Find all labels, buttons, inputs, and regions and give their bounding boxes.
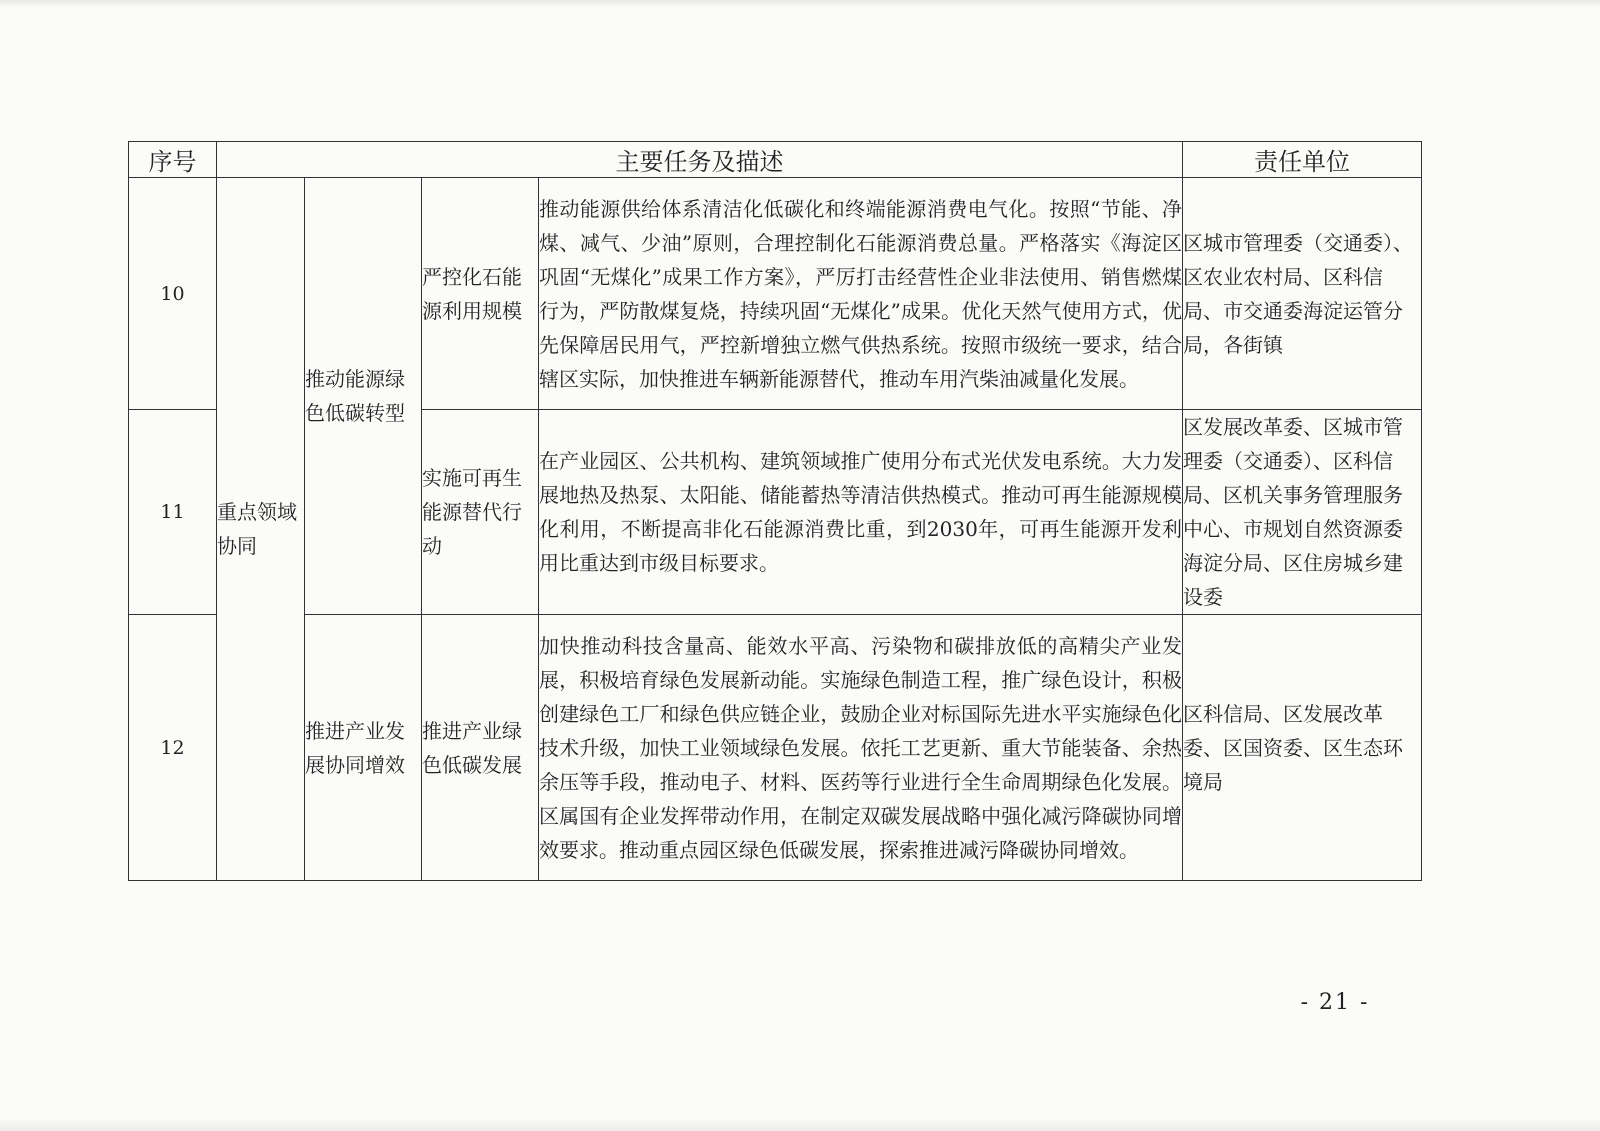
group-cell: 推进产业发展协同增效 — [305, 615, 422, 881]
unit-cell: 区发展改革委、区城市管理委（交通委）、区科信局、区机关事务管理服务中心、市规划自然资源委海淀分局、区住房城乡建设委 — [1183, 410, 1422, 615]
table-row — [129, 178, 1422, 410]
header-seq: 序号 — [129, 142, 217, 178]
row-seq: 12 — [129, 615, 217, 881]
header-task: 主要任务及描述 — [217, 142, 1183, 178]
task-cell: 严控化石能源利用规模 — [422, 178, 539, 410]
row-seq: 10 — [129, 178, 217, 410]
task-cell: 推进产业绿色低碳发展 — [422, 615, 539, 881]
description-cell: 在产业园区、公共机构、建筑领域推广使用分布式光伏发电系统。大力发展地热及热泵、太阳能、储能蓄热等清洁供热模式。推动可再生能源规模化利用，不断提高非化石能源消费比重，到2030年，可再生能源开发利用比重达到市级目标要求。 — [539, 410, 1183, 615]
description-cell: 推动能源供给体系清洁化低碳化和终端能源消费电气化。按照“节能、净煤、减气、少油”原则，合理控制化石能源消费总量。严格落实《海淀区巩固“无煤化”成果工作方案》，严厉打击经营性企业非法使用、销售燃煤行为，严防散煤复烧，持续巩固“无煤化”成果。优化天然气使用方式，优先保障居民用气，严控新增独立燃气供热系统。按照市级统一要求，结合辖区实际，加快推进车辆新能源替代，推动车用汽柴油减量化发展。 — [539, 178, 1183, 410]
header-unit: 责任单位 — [1183, 142, 1422, 178]
scan-edge-top — [0, 0, 1600, 8]
task-table — [128, 141, 1422, 881]
table-header-row — [129, 142, 1422, 178]
unit-cell: 区城市管理委（交通委）、区农业农村局、区科信局、市交通委海淀运管分局，各街镇 — [1183, 178, 1422, 410]
task-cell: 实施可再生能源替代行动 — [422, 410, 539, 615]
table-row — [129, 615, 1422, 881]
group-cell: 推动能源绿色低碳转型 — [305, 178, 422, 615]
unit-cell: 区科信局、区发展改革委、区国资委、区生态环境局 — [1183, 615, 1422, 881]
row-seq: 11 — [129, 410, 217, 615]
domain-cell: 重点领域协同 — [217, 178, 305, 881]
page-number: - 21 - — [1300, 990, 1370, 1015]
scan-edge-bottom — [0, 1118, 1600, 1131]
description-cell: 加快推动科技含量高、能效水平高、污染物和碳排放低的高精尖产业发展，积极培育绿色发展新动能。实施绿色制造工程，推广绿色设计，积极创建绿色工厂和绿色供应链企业，鼓励企业对标国际先进水平实施绿色化技术升级，加快工业领域绿色发展。依托工艺更新、重大节能装备、余热余压等手段，推动电子、材料、医药等行业进行全生命周期绿色化发展。区属国有企业发挥带动作用，在制定双碳发展战略中强化减污降碳协同增效要求。推动重点园区绿色低碳发展，探索推进减污降碳协同增效。 — [539, 615, 1183, 881]
